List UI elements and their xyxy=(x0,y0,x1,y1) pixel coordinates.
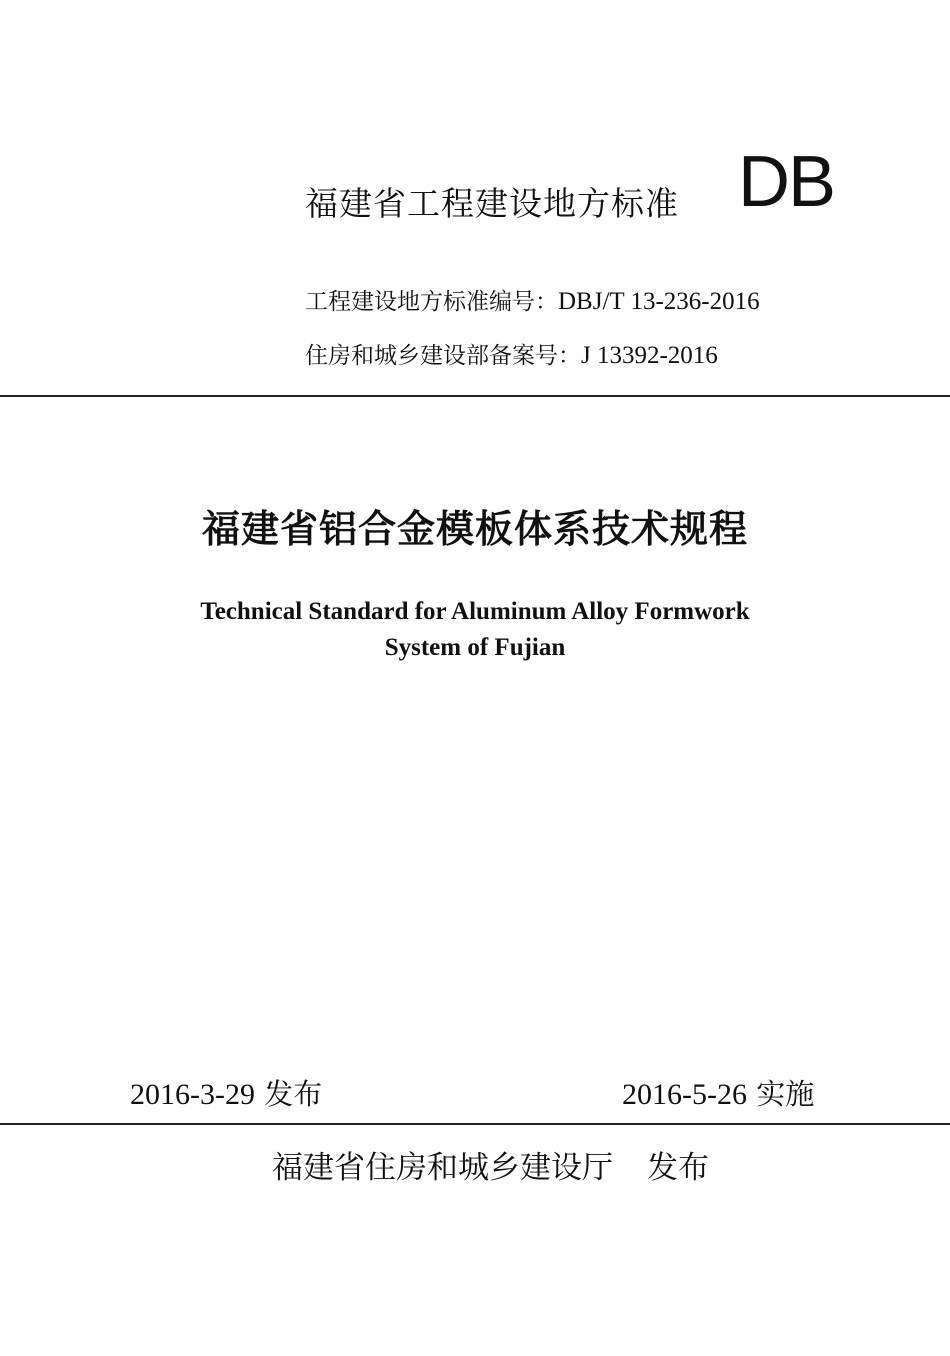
top-divider xyxy=(0,395,950,397)
standard-code-value: DBJ/T 13-236-2016 xyxy=(558,288,760,315)
english-title-line-1: Technical Standard for Aluminum Alloy Formwork xyxy=(200,598,750,625)
publisher-label: 发布 xyxy=(647,1150,709,1186)
publisher-name: 福建省住房和城乡建设厅 xyxy=(272,1150,613,1186)
effective-date-label: 实施 xyxy=(756,1077,815,1111)
record-number-label: 住房和城乡建设部备案号： xyxy=(305,343,581,369)
issue-date-value: 2016-3-29 xyxy=(130,1078,255,1111)
document-title-english xyxy=(0,594,950,666)
effective-date xyxy=(622,1072,814,1113)
document-title-chinese: 福建省铝合金模板体系技术规程 xyxy=(201,507,748,551)
standard-category-line: 福建省工程建设地方标准 xyxy=(305,184,679,223)
bottom-divider xyxy=(0,1123,950,1125)
db-mark: DB xyxy=(738,142,835,222)
standard-code-label: 工程建设地方标准编号： xyxy=(305,289,558,315)
issue-date xyxy=(130,1072,322,1113)
english-title-line-2: System of Fujian xyxy=(384,634,566,661)
publisher-line xyxy=(272,1142,709,1187)
effective-date-value: 2016-5-26 xyxy=(622,1078,747,1111)
standard-code-row xyxy=(305,283,760,316)
record-number-value: J 13392-2016 xyxy=(581,342,718,369)
issue-date-label: 发布 xyxy=(264,1077,323,1111)
record-number-row xyxy=(305,337,718,370)
